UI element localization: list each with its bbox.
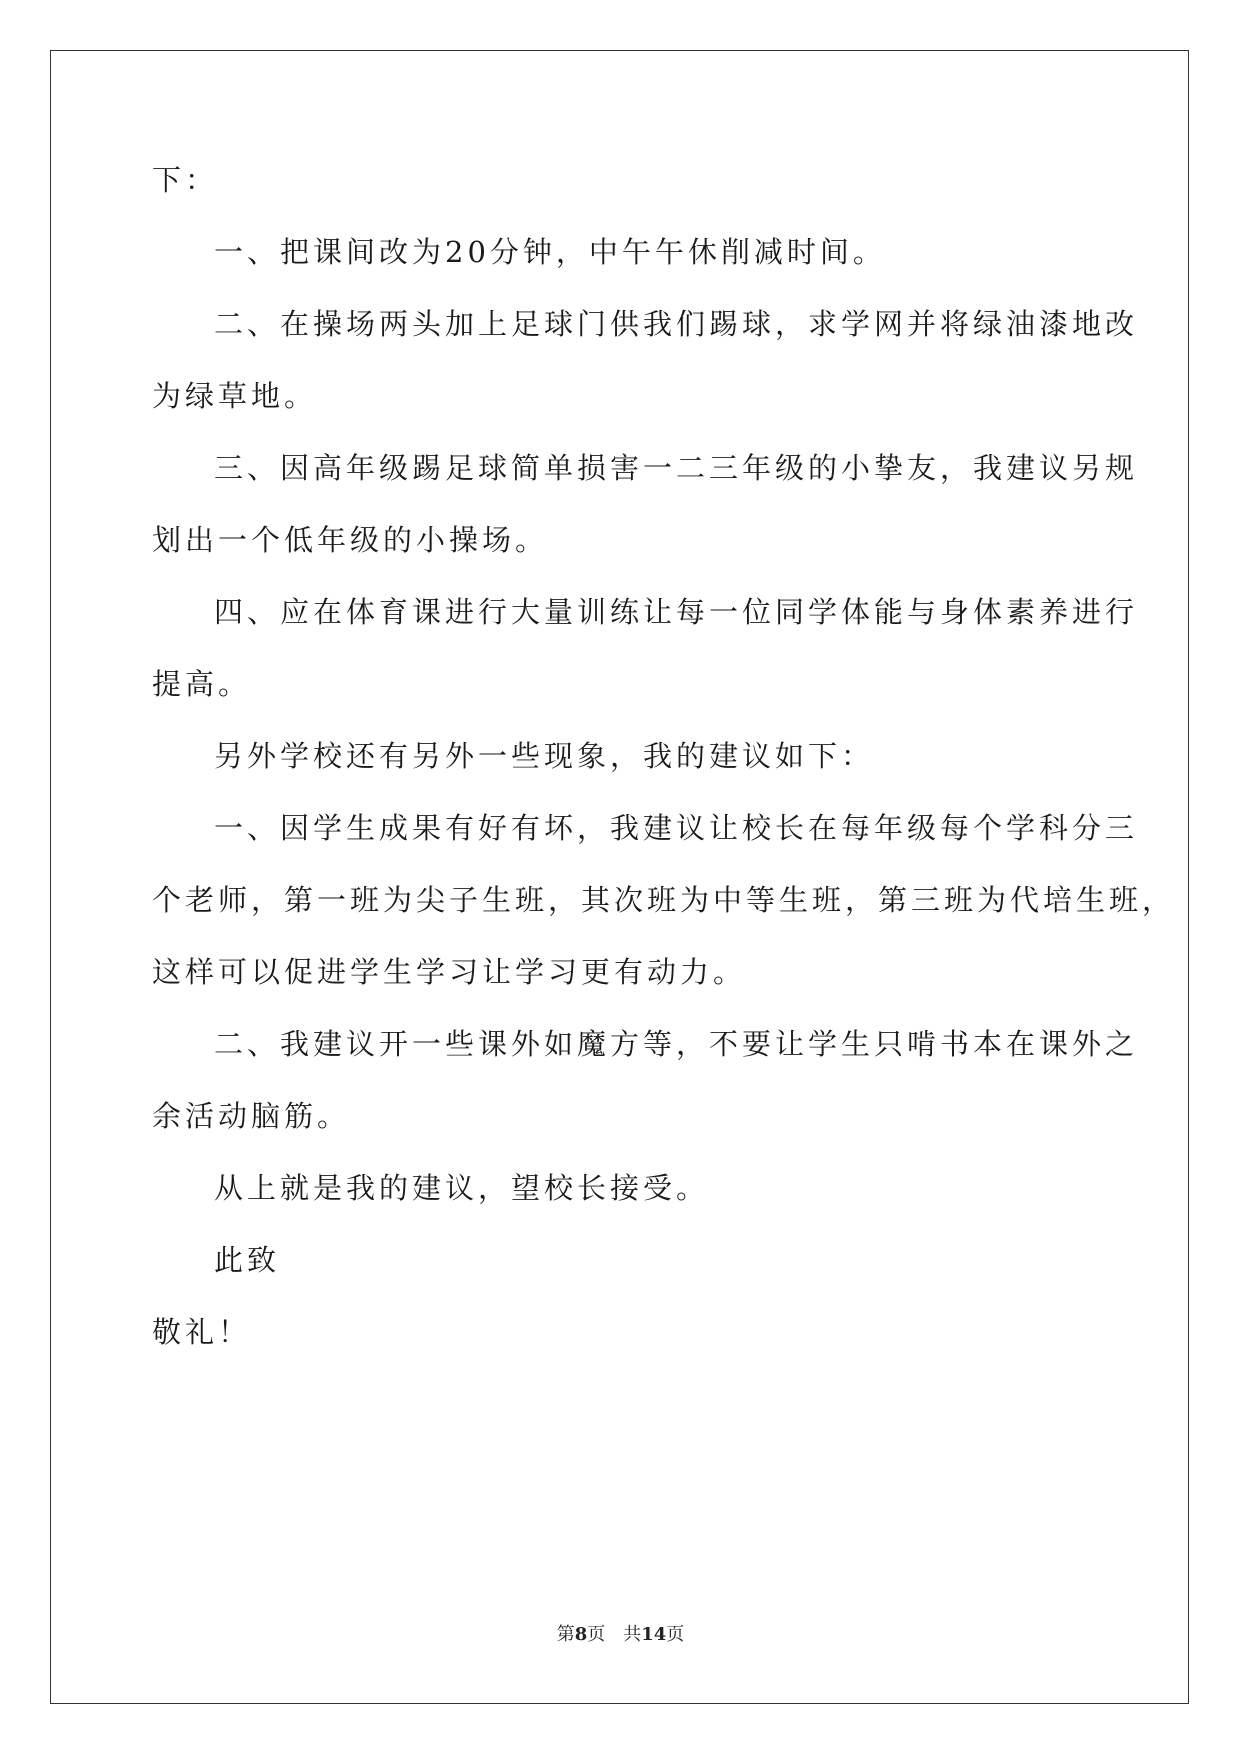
text-line: 三、因高年级踢足球简单损害一二三年级的小挚友，我建议另规 — [214, 451, 1139, 485]
text-line: 为绿草地。 — [152, 379, 318, 413]
text-line: 一、因学生成果有好有坏，我建议让校长在每年级每个学科分三 — [214, 811, 1139, 845]
text-line: 另外学校还有另外一些现象，我的建议如下： — [214, 739, 875, 773]
text-line: 提高。 — [152, 667, 252, 701]
text-line: 二、我建议开一些课外如魔方等，不要让学生只啃书本在课外之 — [214, 1027, 1139, 1061]
total-prefix: 共 — [623, 1624, 642, 1645]
page-suffix: 页 — [587, 1624, 606, 1645]
text-line: 一、把课间改为20分钟，中午午休削减时间。 — [214, 235, 886, 269]
text-line: 余活动脑筋。 — [152, 1099, 351, 1133]
text-line: 二、在操场两头加上足球门供我们踢球，求学网并将绿油漆地改 — [214, 307, 1139, 341]
text-line: 此致 — [214, 1243, 281, 1277]
text-line: 四、应在体育课进行大量训练让每一位同学体能与身体素养进行 — [214, 595, 1139, 629]
page-prefix: 第 — [556, 1624, 575, 1645]
total-suffix: 页 — [666, 1624, 685, 1645]
text-line: 划出一个低年级的小操场。 — [152, 523, 549, 557]
text-line: 敬礼！ — [152, 1315, 252, 1349]
total-pages: 14 — [641, 1624, 667, 1645]
text-line: 个老师，第一班为尖子生班，其次班为中等生班，第三班为代培生班， — [152, 883, 1176, 917]
page-footer — [0, 1620, 1241, 1646]
text-line: 下： — [152, 163, 219, 197]
page-number: 8 — [574, 1624, 588, 1645]
text-line: 从上就是我的建议，望校长接受。 — [214, 1171, 710, 1205]
text-line: 这样可以促进学生学习让学习更有动力。 — [152, 955, 747, 989]
page-border — [50, 50, 1189, 1704]
